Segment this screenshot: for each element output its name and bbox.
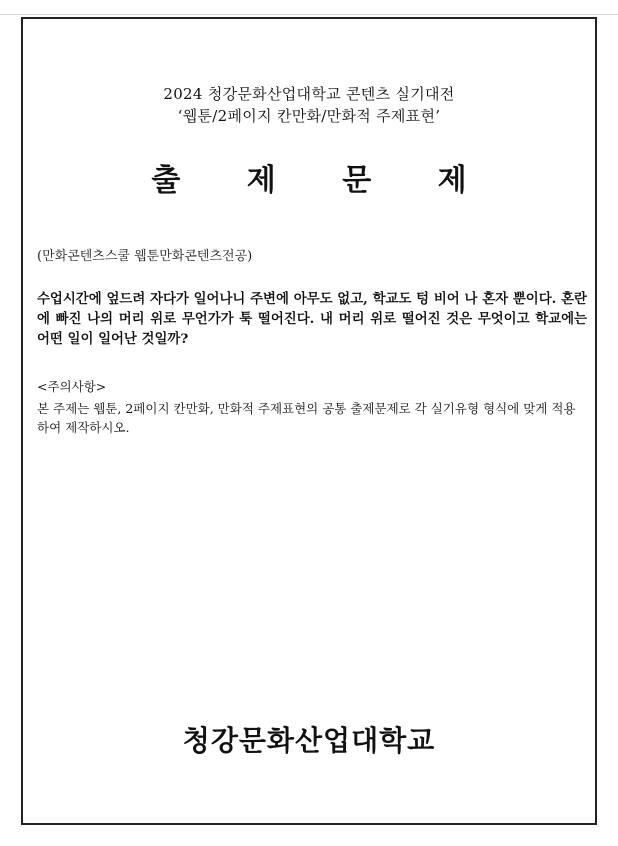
department-label: (만화콘텐츠스쿨 웹툰만화콘텐츠전공) (37, 249, 253, 264)
page-title: 출 제 문 제 (151, 163, 495, 198)
notice-body: 본 주제는 웹툰, 2페이지 칸만화, 만화적 주제표현의 공통 출제문제로 각 실기유형 형식에 맞게 적용하여 제작하시오. (37, 401, 576, 435)
top-divider (0, 14, 618, 15)
exam-prompt: 수업시간에 엎드려 자다가 일어나니 주변에 아무도 없고, 학교도 텅 비어 나 혼자 뿐이다. 혼란에 빠진 나의 머리 위로 무언가가 툭 떨어진다. 내 머리 위로 떨어진 것은 무엇이고 학교에는 어떤 일이 일어난 것일까? (37, 291, 587, 347)
school-name: 청강문화산업대학교 (182, 724, 436, 757)
contest-title: 2024 청강문화산업대학교 콘텐츠 실기대전 (163, 85, 455, 103)
contest-categories: ‘웹툰/2페이지 칸만화/만화적 주제표현’ (177, 107, 441, 125)
notice-heading: <주의사항> (37, 379, 107, 394)
document-frame (21, 17, 597, 825)
